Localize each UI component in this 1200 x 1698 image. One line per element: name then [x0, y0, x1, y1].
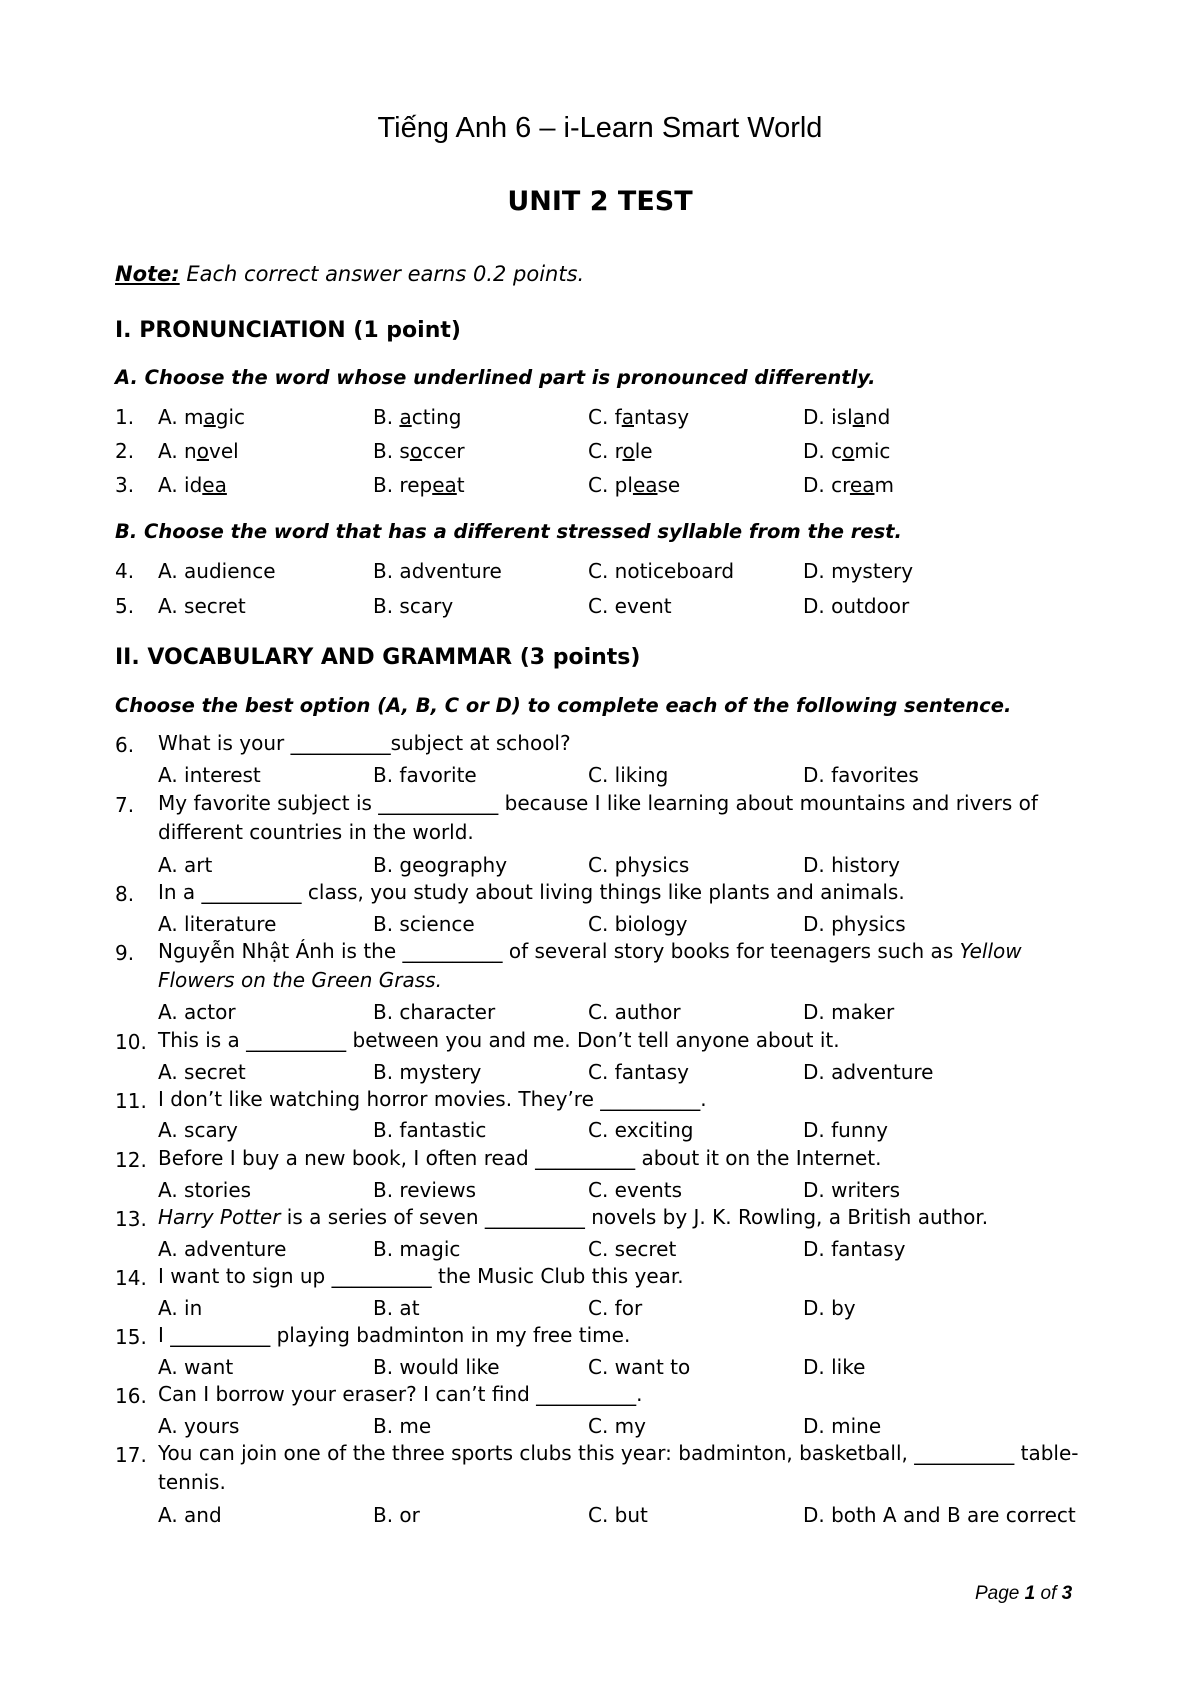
answer-option: D. writers — [803, 1178, 901, 1202]
answer-option: C. for — [588, 1296, 643, 1320]
document-title: Tiếng Anh 6 – i-Learn Smart World — [377, 112, 823, 144]
answer-option: B. geography — [373, 853, 508, 877]
answer-option: D. maker — [803, 1000, 895, 1024]
answer-option: C. biology — [588, 912, 688, 936]
question-number: 3. — [115, 473, 135, 497]
underlined-sound: o — [196, 439, 209, 463]
answer-option: C. event — [588, 594, 672, 618]
answer-option: B. mystery — [373, 1060, 482, 1084]
total-pages: 3 — [1061, 1583, 1073, 1604]
answer-option: A. actor — [158, 1000, 236, 1024]
underlined-sound: ea — [632, 473, 658, 497]
answer-option: D. cream — [803, 473, 894, 497]
answer-option: B. or — [373, 1503, 420, 1527]
answer-option: A. secret — [158, 594, 246, 618]
answer-option: D. funny — [803, 1118, 889, 1142]
question-number: 4. — [115, 559, 135, 583]
underlined-sound: ea — [202, 473, 227, 497]
question-text: I don’t like watching horror movies. They’re __________. — [158, 1087, 707, 1111]
answer-option: C. fantasy — [588, 1060, 690, 1084]
answer-option: D. favorites — [803, 763, 919, 787]
answer-option: C. noticeboard — [588, 559, 735, 583]
question-number: 8. — [115, 882, 135, 906]
underlined-sound: a — [203, 405, 216, 429]
vocabulary-instruction: Choose the best option (A, B, C or D) to complete each of the following sentence. — [115, 694, 1012, 717]
answer-option: A. art — [158, 853, 213, 877]
answer-option: A. stories — [158, 1178, 252, 1202]
question-number: 12. — [115, 1148, 147, 1172]
test-title: UNIT 2 TEST — [507, 186, 693, 217]
question-text: What is your __________subject at school? — [158, 731, 571, 755]
answer-option: D. like — [803, 1355, 866, 1379]
answer-option: A. in — [158, 1296, 203, 1320]
answer-option: D. adventure — [803, 1060, 934, 1084]
answer-option: C. but — [588, 1503, 648, 1527]
page-number — [975, 1583, 1072, 1605]
answer-option: A. and — [158, 1503, 222, 1527]
answer-option: D. mystery — [803, 559, 914, 583]
answer-option: B. science — [373, 912, 475, 936]
question-number: 1. — [115, 405, 135, 429]
underlined-sound: a — [621, 405, 634, 429]
answer-option: A. interest — [158, 763, 261, 787]
answer-option: D. mine — [803, 1414, 882, 1438]
answer-option: D. comic — [803, 439, 891, 463]
question-text: You can join one of the three sports clubs this year: badminton, basketball, __________ table-tennis. — [158, 1441, 1079, 1494]
underlined-sound: ea — [432, 473, 457, 497]
answer-option: C. physics — [588, 853, 690, 877]
question-text: I want to sign up __________ the Music Club this year. — [158, 1264, 684, 1288]
answer-option: B. character — [373, 1000, 496, 1024]
answer-option: B. repeat — [373, 473, 465, 497]
answer-option: D. outdoor — [803, 594, 910, 618]
note-text: Each correct answer earns 0.2 points. — [179, 262, 585, 286]
question-text: This is a __________ between you and me. Don’t tell anyone about it. — [158, 1028, 840, 1052]
question-row — [0, 439, 1200, 469]
answer-option: B. fantastic — [373, 1118, 487, 1142]
scoring-note — [115, 262, 584, 286]
answer-option: A. magic — [158, 405, 246, 429]
answer-option: D. history — [803, 853, 900, 877]
answer-option: B. me — [373, 1414, 432, 1438]
question-number: 6. — [115, 733, 135, 757]
answer-option: A. audience — [158, 559, 276, 583]
page-label: Page — [975, 1583, 1025, 1604]
question-number: 9. — [115, 941, 135, 965]
question-row — [0, 594, 1200, 624]
question-text: Can I borrow your eraser? I can’t find __________. — [158, 1382, 643, 1406]
answer-option: B. at — [373, 1296, 420, 1320]
answer-option: B. acting — [373, 405, 462, 429]
answer-option: D. both A and B are correct — [803, 1503, 1076, 1527]
answer-option: C. events — [588, 1178, 683, 1202]
question-number: 16. — [115, 1384, 147, 1408]
note-label: Note: — [115, 262, 180, 286]
answer-option: B. adventure — [373, 559, 502, 583]
underlined-sound: o — [622, 439, 635, 463]
answer-option: C. fantasy — [588, 405, 690, 429]
answer-option: B. favorite — [373, 763, 477, 787]
underlined-sound: ea — [849, 473, 875, 497]
answer-option: A. scary — [158, 1118, 238, 1142]
answer-option: C. my — [588, 1414, 646, 1438]
answer-option: C. author — [588, 1000, 681, 1024]
question-number: 15. — [115, 1325, 147, 1349]
answer-option: C. exciting — [588, 1118, 694, 1142]
answer-option: B. magic — [373, 1237, 461, 1261]
question-number: 11. — [115, 1089, 147, 1113]
question-number: 5. — [115, 594, 135, 618]
question-text: I __________ playing badminton in my free time. — [158, 1323, 631, 1347]
book-title: Yellow Flowers on the Green Grass. — [158, 939, 1022, 992]
answer-option: D. by — [803, 1296, 856, 1320]
answer-option: B. reviews — [373, 1178, 476, 1202]
book-title: Harry Potter — [158, 1205, 281, 1229]
underlined-sound: o — [409, 439, 423, 463]
answer-option: C. role — [588, 439, 653, 463]
answer-option: A. secret — [158, 1060, 246, 1084]
question-number: 2. — [115, 439, 135, 463]
question-row — [0, 405, 1200, 435]
answer-option: A. idea — [158, 473, 227, 497]
question-number: 17. — [115, 1443, 147, 1467]
answer-option: C. please — [588, 473, 681, 497]
question-row — [0, 473, 1200, 503]
answer-option: C. liking — [588, 763, 669, 787]
underlined-sound: a — [852, 405, 865, 429]
question-text: Before I buy a new book, I often read __________ about it on the Internet. — [158, 1146, 882, 1170]
underlined-sound: o — [842, 439, 855, 463]
question-number: 7. — [115, 793, 135, 817]
question-text: Nguyễn Nhật Ánh is the __________ of several story books for teenagers such as Yellow Flowers on the Green Grass. — [158, 939, 1022, 992]
pronunciation-part-a-instruction: A. Choose the word whose underlined part is pronounced differently. — [115, 366, 876, 389]
question-text: Harry Potter is a series of seven __________ novels by J. K. Rowling, a British author. — [158, 1205, 989, 1229]
answer-option: D. fantasy — [803, 1237, 906, 1261]
answer-option: A. yours — [158, 1414, 240, 1438]
section-vocabulary-heading: II. VOCABULARY AND GRAMMAR (3 points) — [115, 645, 641, 670]
answer-option: A. literature — [158, 912, 277, 936]
answer-option: A. novel — [158, 439, 239, 463]
answer-option: D. physics — [803, 912, 906, 936]
answer-option: B. soccer — [373, 439, 465, 463]
answer-option: A. adventure — [158, 1237, 287, 1261]
of-label: of — [1035, 1583, 1062, 1604]
answer-option: C. want to — [588, 1355, 691, 1379]
question-number: 10. — [115, 1030, 147, 1054]
answer-option: B. scary — [373, 594, 454, 618]
answer-option: A. want — [158, 1355, 234, 1379]
answer-option: B. would like — [373, 1355, 500, 1379]
answer-option: C. secret — [588, 1237, 677, 1261]
question-text: My favorite subject is ____________ because I like learning about mountains and rivers of different countries in the world. — [158, 791, 1038, 844]
question-number: 13. — [115, 1207, 147, 1231]
current-page: 1 — [1024, 1583, 1036, 1604]
section-pronunciation-heading: I. PRONUNCIATION (1 point) — [115, 318, 461, 343]
question-row — [0, 559, 1200, 589]
pronunciation-part-b-instruction: B. Choose the word that has a different stressed syllable from the rest. — [115, 520, 902, 543]
question-text: In a __________ class, you study about living things like plants and animals. — [158, 880, 905, 904]
question-number: 14. — [115, 1266, 147, 1290]
answer-option: D. island — [803, 405, 891, 429]
underlined-sound: a — [399, 405, 412, 429]
answer-row — [0, 1503, 1200, 1533]
